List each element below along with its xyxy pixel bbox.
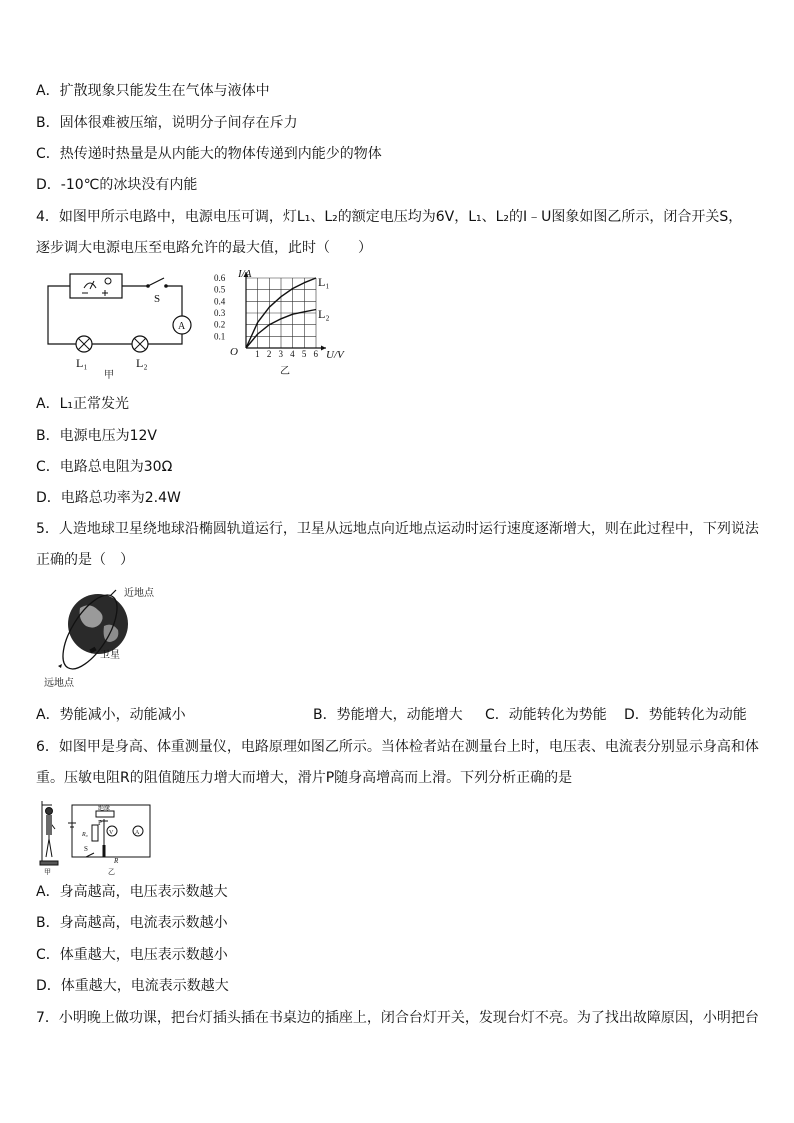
fig-jia-caption: 甲 [104,370,114,381]
q7-stem-line-1: 7．小明晚上做功课，把台灯插头插在书桌边的插座上，闭合台灯开关，发现台灯不亮。为了找出故障原因，小明把台 [36,1010,759,1026]
apogee-label: 远地点 [44,678,74,689]
x-axis-label: U/V [326,349,344,361]
y-tick-label: 0.3 [214,308,226,318]
ammeter-symbol: A [135,830,140,836]
perigee-label: 近地点 [124,588,154,599]
y-axis-label: I/A [238,268,252,280]
power-supply-box [70,274,122,298]
q5-option-d: D．势能转化为动能 [624,707,747,723]
q5-option-a: A．势能减小，动能减小 [36,707,186,723]
x-tick-label: 4 [290,349,295,359]
x-tick-label: 6 [313,349,318,359]
curve-l1-label: L₁ [318,275,330,289]
switch-label: S [154,293,161,305]
q4-stem-line-1: 4．如图甲所示电路中，电源电压可调，灯L₁、L₂的额定电压均为6V，L₁、L₂的I﹣U图象如图乙所示，闭合开关S， [36,209,743,225]
q6-option-c: C．体重越大，电压表示数越小 [36,947,228,963]
q6-measuring-device-diagram [38,797,162,875]
q3-option-d: D．-10℃的冰块没有内能 [36,177,198,193]
insulator-label: 绝缘 [98,805,111,812]
x-tick-label: 2 [266,349,272,359]
q3-option-c: C．热传递时热量是从内能大的物体传递到内能少的物体 [36,146,382,162]
y-tick-label: 0.1 [214,331,226,342]
q6-stem-line-1: 6．如图甲是身高、体重测量仪，电路原理如图乙所示。当体检者站在测量台上时，电压表、电流表分别显示身高和体 [36,739,759,755]
fig-jia-caption: 甲 [44,868,51,875]
lamp-l1-label: L₁ [76,356,88,370]
voltmeter-symbol: V [109,830,114,836]
q5-satellite-orbit-diagram [40,582,180,690]
r-label: R [114,857,119,865]
q4-option-c: C．电路总电阻为30Ω [36,459,173,475]
q5-stem-line-1: 5．人造地球卫星绕地球沿椭圆轨道运行，卫星从远地点向近地点运动时运行速度逐渐增大，则在此过程中，下列说法 [36,521,759,537]
x-tick-label: 5 [301,349,307,359]
q3-option-a: A．扩散现象只能发生在气体与液体中 [36,83,270,99]
chart-axes [244,272,327,351]
q6-stem-line-2: 重。压敏电阻R的阻值随压力增大而增大，滑片P随身高增高而上滑。下列分析正确的是 [36,770,573,786]
curve-l2-label: L₂ [318,307,330,321]
fig-yi-caption: 乙 [280,366,290,377]
x-tick-label: 1 [255,349,260,359]
fig-yi-caption: 乙 [108,868,115,875]
switch-s-label: S [84,845,88,853]
satellite-label: 卫星 [100,650,120,661]
y-tick-label: 0.4 [214,296,226,307]
origin-label: O [230,346,238,358]
q4-stem-line-2: 逐步调大电源电压至电路允许的最大值，此时（ ） [36,240,372,256]
q4-circuit-diagram [40,264,200,382]
x-tick-label: 3 [278,349,283,359]
q4-option-b: B．电源电压为12V [36,428,157,444]
q6-option-b: B．身高越高，电流表示数越小 [36,915,228,931]
r0-label: R₀ [82,832,88,838]
slider-p-label: P [98,819,102,827]
q5-option-c: C．动能转化为势能 [485,707,607,723]
lamp-l2-label: L₂ [136,356,148,370]
q4-option-a: A．L₁正常发光 [36,396,129,412]
ammeter-label: A [178,321,186,332]
q5-option-b: B．势能增大，动能增大 [313,707,463,723]
q4-iu-chart [212,266,362,378]
chart-grid [246,278,316,348]
y-tick-label: 0.5 [214,284,226,295]
y-tick-label: 0.2 [214,319,226,330]
q3-option-b: B．固体很难被压缩，说明分子间存在斥力 [36,115,298,131]
q6-option-d: D．体重越大，电流表示数越大 [36,978,229,994]
q4-option-d: D．电路总功率为2.4W [36,490,181,506]
q6-option-a: A．身高越高，电压表示数越大 [36,884,228,900]
q5-stem-line-2: 正确的是（ ） [36,552,134,568]
y-tick-label: 0.6 [214,273,226,283]
